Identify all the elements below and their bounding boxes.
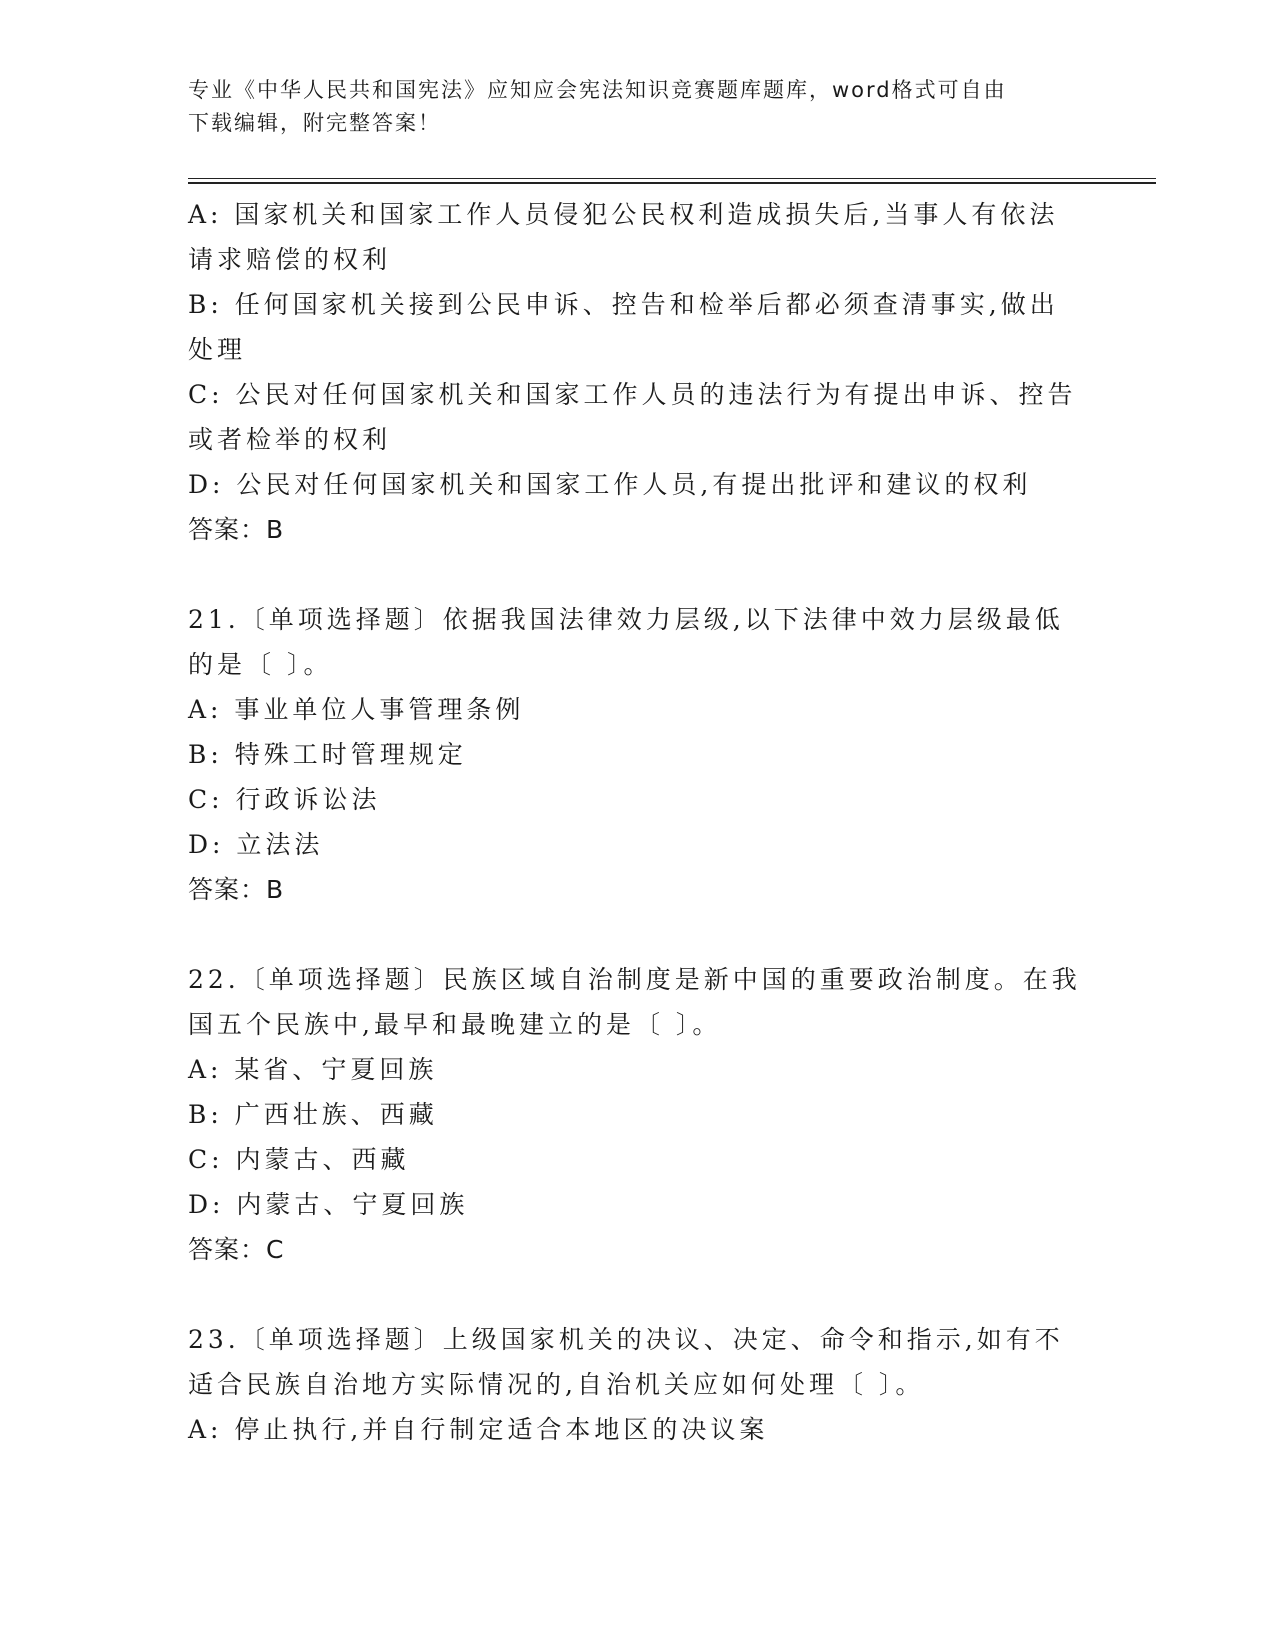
page-header	[188, 74, 1088, 140]
option-b-line-1: B: 任何国家机关接到公民申诉、控告和检举后都必须查清事实,做出	[188, 290, 1059, 319]
option-c: C: 内蒙古、西藏	[188, 1145, 410, 1174]
question-stem-line-2: 国五个民族中,最早和最晚建立的是〔 〕。	[188, 1010, 722, 1039]
question-20	[188, 192, 1088, 552]
header-divider-thin	[188, 178, 1156, 179]
question-23	[188, 1317, 1088, 1452]
header-line-1: 专业《中华人民共和国宪法》应知应会宪法知识竞赛题库题库，word格式可自由	[188, 78, 1007, 102]
question-stem-line-1: 22.〔单项选择题〕民族区域自治制度是新中国的重要政治制度。在我	[188, 965, 1081, 994]
spacer	[188, 1272, 1088, 1317]
option-a: A: 事业单位人事管理条例	[188, 695, 525, 724]
option-b: B: 特殊工时管理规定	[188, 740, 467, 769]
option-a: A: 停止执行,并自行制定适合本地区的决议案	[188, 1415, 769, 1444]
answer: 答案：C	[188, 1235, 285, 1264]
answer: 答案：B	[188, 515, 285, 544]
answer: 答案：B	[188, 875, 285, 904]
question-22	[188, 957, 1088, 1272]
option-d: D: 内蒙古、宁夏回族	[188, 1190, 469, 1219]
spacer	[188, 552, 1088, 597]
question-21	[188, 597, 1088, 912]
option-c: C: 行政诉讼法	[188, 785, 381, 814]
header-line-2: 下载编辑，附完整答案！	[188, 111, 441, 135]
option-c-line-2: 或者检举的权利	[188, 425, 392, 454]
question-stem-line-2: 适合民族自治地方实际情况的,自治机关应如何处理〔 〕。	[188, 1370, 925, 1399]
option-c-line-1: C: 公民对任何国家机关和国家工作人员的违法行为有提出申诉、控告	[188, 380, 1077, 409]
option-a: A: 某省、宁夏回族	[188, 1055, 438, 1084]
question-stem-line-1: 21.〔单项选择题〕依据我国法律效力层级,以下法律中效力层级最低	[188, 605, 1064, 634]
header-divider-thick	[188, 182, 1156, 184]
option-b: B: 广西壮族、西藏	[188, 1100, 438, 1129]
option-a-line-1: A: 国家机关和国家工作人员侵犯公民权利造成损失后,当事人有依法	[188, 200, 1059, 229]
option-b-line-2: 处理	[188, 335, 247, 364]
option-a-line-2: 请求赔偿的权利	[188, 245, 392, 274]
document-body	[188, 192, 1088, 1452]
option-d: D: 公民对任何国家机关和国家工作人员,有提出批评和建议的权利	[188, 470, 1032, 499]
option-d: D: 立法法	[188, 830, 324, 859]
spacer	[188, 912, 1088, 957]
question-stem-line-1: 23.〔单项选择题〕上级国家机关的决议、决定、命令和指示,如有不	[188, 1325, 1064, 1354]
question-stem-line-2: 的是〔 〕。	[188, 650, 333, 679]
